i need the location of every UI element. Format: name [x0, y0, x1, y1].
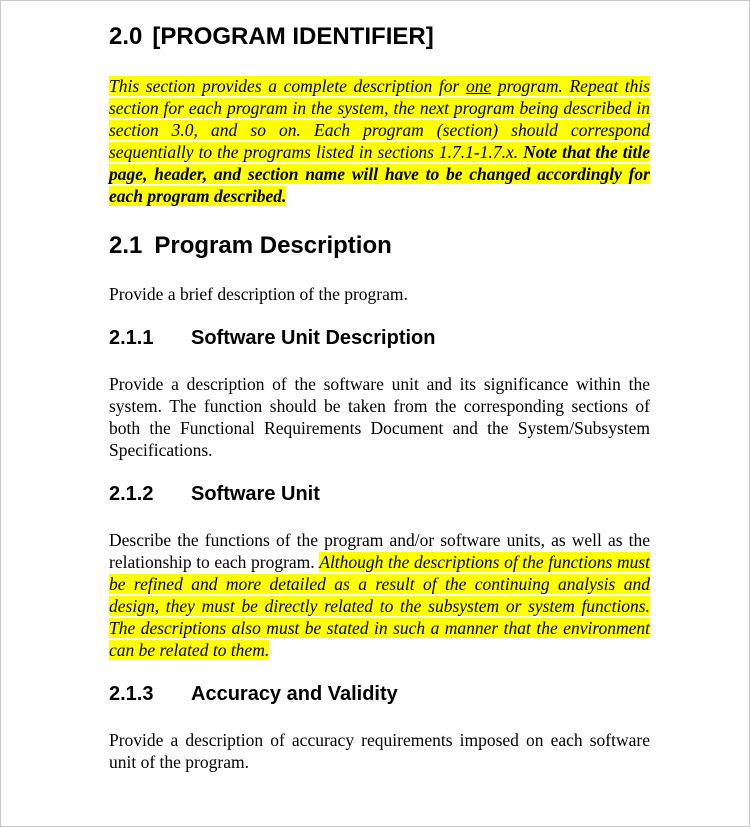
section-instruction [109, 75, 650, 207]
subsection-2-1-1-number: 2.1.1 [109, 327, 154, 349]
section-title: [PROGRAM IDENTIFIER] [152, 23, 434, 50]
instruction-part1: This section provides a complete description for [109, 76, 466, 96]
section-number: 2.0 [109, 23, 143, 50]
subsection-2-1-3-title: Accuracy and Validity [191, 683, 398, 705]
subsection-2-1-body: Provide a brief description of the program. [109, 284, 408, 304]
subsection-2-1-2-heading [109, 481, 650, 507]
subsection-2-1-3-body: Provide a description of accuracy requirements imposed on each software unit of the program. [109, 730, 650, 772]
subsection-2-1-number: 2.1 [109, 232, 143, 259]
instruction-underlined: one [465, 76, 492, 96]
subsection-2-1-title: Program Description [154, 232, 392, 259]
subsection-2-1-2-number: 2.1.2 [109, 483, 154, 505]
instruction-bold-note: Note that the title page, header, and section name will have to be changed accordingly for each program described. [109, 142, 650, 206]
subsection-2-1-2-highlighted-text: Although the descriptions of the functions must be refined and more detailed as a result of the continuing analysis and design, they must be directly related to the subsystem or system functions. The descriptions also must be stated in such a manner that the environment can be related to them. [109, 552, 651, 660]
subsection-2-1-1-title: Software Unit Description [191, 327, 436, 349]
subsection-2-1-2-body [109, 529, 650, 661]
subsection-2-1-1-heading [109, 325, 650, 351]
subsection-2-1-1-body: Provide a description of the software unit and its significance within the system. The function should be taken from the corresponding sections of both the Functional Requirements Document and the System/Subsystem Specifications. [109, 374, 650, 460]
subsection-2-1-3-number: 2.1.3 [109, 683, 154, 705]
subsection-2-1-2-body-text: Describe the functions of the program and/or software units, as well as the relationship to each program. [109, 530, 650, 572]
document-content [109, 21, 650, 773]
subsection-2-1-2-title: Software Unit [191, 483, 320, 505]
section-heading [109, 21, 650, 53]
subsection-2-1-heading [109, 231, 650, 261]
subsection-2-1-3-heading [109, 681, 650, 707]
instruction-part2: program. Repeat this section for each program in the system, the next program being described in section 3.0, and so on. Each program (section) should correspond sequentially to the programs listed in sections 1.7.1-1.7.x. [109, 76, 651, 162]
